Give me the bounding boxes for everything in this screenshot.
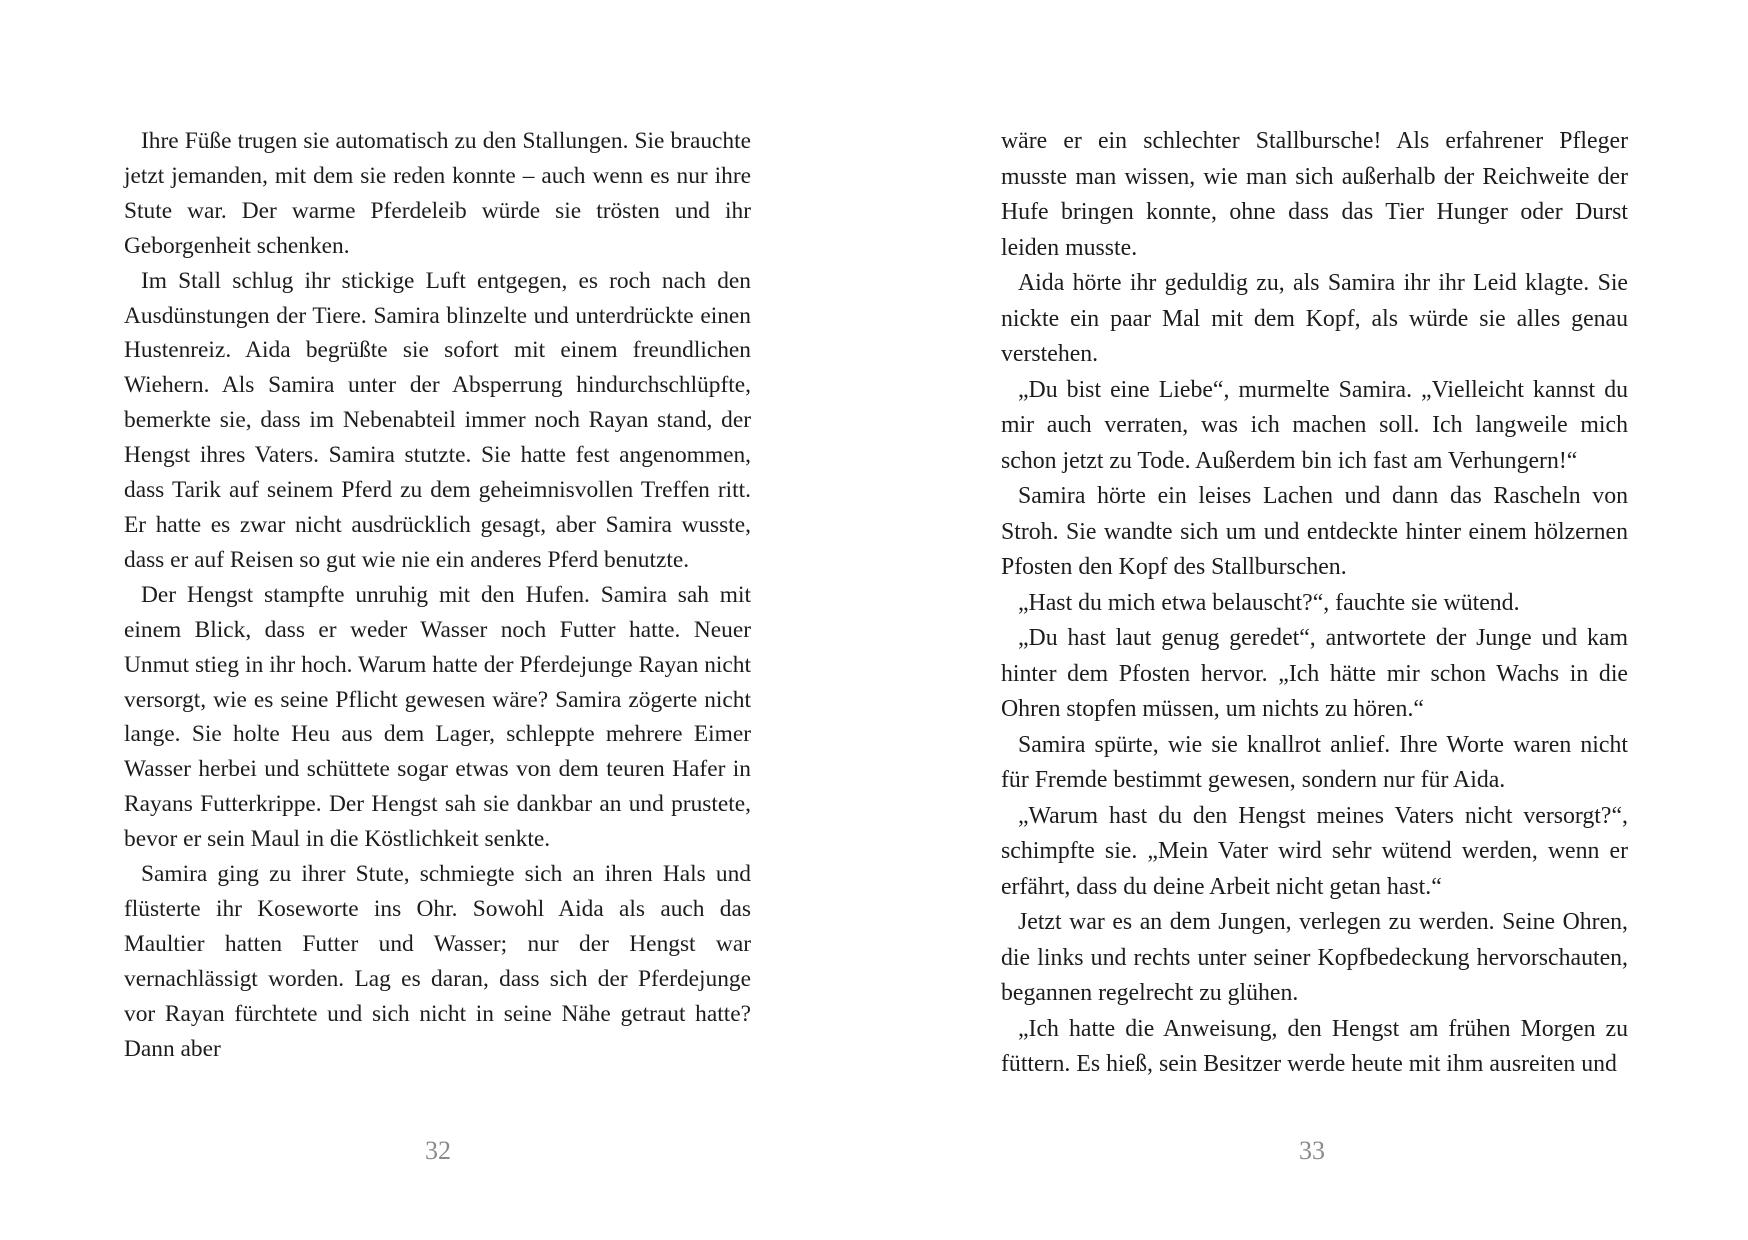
paragraph: „Hast du mich etwa belauscht?“, fauchte sie wütend. (1018, 589, 1520, 616)
page-number: 32 (425, 1136, 451, 1165)
paragraph: Ihre Füße trugen sie automatisch zu den Stallungen. Sie brauchte jetzt jemanden, mit dem sie reden konnte – auch wenn es nur ihre Stute war. Der warme Pferdeleib würde sie trösten und ihr Geborgenheit schenken. (124, 128, 751, 259)
paragraph: Aida hörte ihr geduldig zu, als Samira ihr ihr Leid klagte. Sie nickte ein paar Mal mit dem Kopf, als würde sie alles genau verstehen. (1001, 270, 1628, 367)
paragraph: wäre er ein schlechter Stallbursche! Als erfahrener Pfleger musste man wissen, wie man sich außerhalb der Reichweite der Hufe bringen konnte, ohne dass das Tier Hunger oder Durst leiden musste. (1001, 128, 1628, 261)
paragraph: „Ich hatte die Anweisung, den Hengst am frühen Morgen zu füttern. Es hieß, sein Besitzer werde heute mit ihm ausreiten und (1001, 1015, 1628, 1077)
paragraph: Samira hörte ein leises Lachen und dann das Rascheln von Stroh. Sie wandte sich um und entdeckte hinter einem hölzernen Pfosten den Kopf des Stallburschen. (1001, 483, 1628, 580)
paragraph: „Du hast laut genug geredet“, antwortete der Junge und kam hinter dem Pfosten hervor. „Ich hätte mir schon Wachs in die Ohren stopfen müssen, um nichts zu hören.“ (1001, 625, 1628, 722)
page-number: 33 (1299, 1136, 1325, 1165)
right-page (874, 0, 1748, 1240)
paragraph: Samira spürte, wie sie knallrot anlief. Ihre Worte waren nicht für Fremde bestimmt gewesen, sondern nur für Aida. (1001, 731, 1628, 793)
paragraph: Jetzt war es an dem Jungen, verlegen zu werden. Seine Ohren, die links und rechts unter seiner Kopfbedeckung hervorschauten, begannen regelrecht zu glühen. (1001, 909, 1628, 1006)
paragraph: „Du bist eine Liebe“, murmelte Samira. „Vielleicht kannst du mir auch verraten, was ich machen soll. Ich langweile mich schon jetzt zu Tode. Außerdem bin ich fast am Verhungern!“ (1001, 376, 1628, 474)
left-page-text (124, 124, 751, 1066)
paragraph: „Warum hast du den Hengst meines Vaters nicht versorgt?“, schimpfte sie. „Mein Vater wird sehr wütend werden, wenn er erfährt, dass du deine Arbeit nicht getan hast.“ (1001, 802, 1628, 900)
paragraph: Samira ging zu ihrer Stute, schmiegte sich an ihren Hals und flüsterte ihr Koseworte ins Ohr. Sowohl Aida als auch das Maultier hatten Futter und Wasser; nur der Hengst war vernachlässigt worden. Lag es daran, dass sich der Pferdejunge vor Rayan fürchtete und sich nicht in seine Nähe getraut hatte? Dann aber (124, 861, 751, 1062)
paragraph: Der Hengst stampfte unruhig mit den Hufen. Samira sah mit einem Blick, dass er weder Wasser noch Futter hatte. Neuer Unmut stieg in ihr hoch. Warum hatte der Pferdejunge Rayan nicht versorgt, wie es seine Pflicht gewesen wäre? Samira zögerte nicht lange. Sie holte Heu aus dem Lager, schleppte mehrere Eimer Wasser herbei und schüttete sogar etwas von dem teuren Hafer in Rayans Futterkrippe. Der Hengst sah sie dankbar an und prustete, bevor er sein Maul in die Köstlichkeit senkte. (124, 581, 751, 853)
right-page-text (1001, 124, 1628, 1083)
paragraph: Im Stall schlug ihr stickige Luft entgegen, es roch nach den Ausdünstungen der Tiere. Samira blinzelte und unterdrückte einen Hustenreiz. Aida begrüßte sie sofort mit einem freundlichen Wiehern. Als Samira unter der Absperrung hindurchschlüpfte, bemerkte sie, dass im Nebenabteil immer noch Rayan stand, der Hengst ihres Vaters. Samira stutzte. Sie hatte fest angenommen, dass Tarik auf seinem Pferd zu dem geheimnisvollen Treffen ritt. Er hatte es zwar nicht ausdrücklich gesagt, aber Samira wusste, dass er auf Reisen so gut wie nie ein anderes Pferd benutzte. (124, 267, 751, 573)
